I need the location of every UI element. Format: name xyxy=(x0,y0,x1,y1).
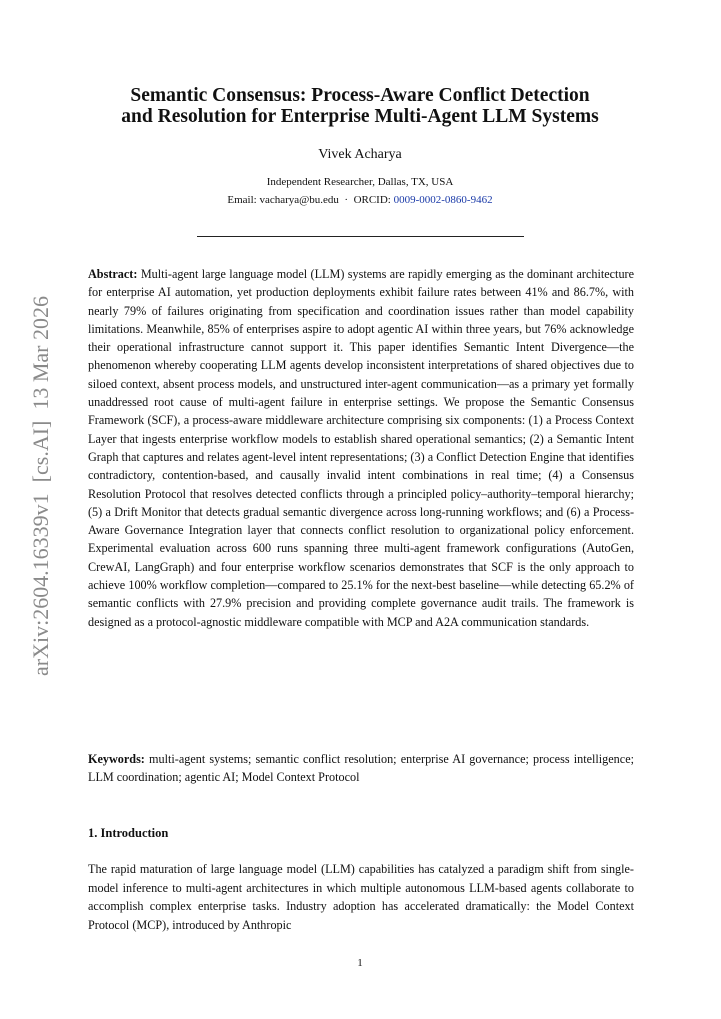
arxiv-stamp-text: arXiv:2604.16339v1 [cs.AI] 13 Mar 2026 xyxy=(28,296,53,676)
email-text: Email: vacharya@bu.edu · ORCID: xyxy=(227,194,394,206)
abstract-text: Multi-agent large language model (LLM) systems are rapidly emerging as the dominant architecture for enterprise AI automation, yet production deployments exhibit failure rates between 41% and 86.7%, with nearly 79% of failures originating from specification and coordination issues rather than model capability limitations. Meanwhile, 85% of enterprises aspire to adopt agentic AI within three years, but 76% acknowledge their operational infrastructure cannot support it. This paper identifies Semantic Intent Divergence—the phenomenon whereby cooperating LLM agents develop inconsistent interpretations of shared objectives due to siloed context, absent process models, and unstructured inter-agent communication—as a primary yet formally unaddressed root cause of multi-agent failure in enterprise settings. We propose the Semantic Consensus Framework (SCF), a process-aware middleware architecture comprising six components: (1) a Process Context Layer that ingests enterprise workflow models to establish shared operational semantics; (2) a Semantic Intent Graph that captures and relates agent-level intent representations; (3) a Conflict Detection Engine that identifies contradictory, contention-based, and causally invalid intent combinations in real time; (4) a Consensus Resolution Protocol that resolves detected conflicts through a principled policy–authority–temporal hierarchy; (5) a Drift Monitor that detects gradual semantic divergence across long-running workflows; and (6) a Process-Aware Governance Integration layer that connects conflict resolution to organizational policy enforcement. Experimental evaluation across 600 runs spanning three multi-agent framework configurations (AutoGen, CrewAI, LangGraph) and four enterprise workflow scenarios demonstrates that SCF is the only approach to achieve 100% workflow completion—compared to 25.1% for the next-best baseline—while detecting 65.2% of semantic conflicts with 27.9% precision and providing complete governance audit trails. The framework is designed as a protocol-agnostic middleware compatible with MCP and A2A communication standards. xyxy=(88,267,634,629)
affiliation: Independent Researcher, Dallas, TX, USA xyxy=(266,176,454,188)
intro-paragraph: The rapid maturation of large language model (LLM) capabilities has catalyzed a paradigm shift from single-model inference to multi-agent architectures in which multiple autonomous LLM-based agents collaborate to accomplish complex enterprise tasks. Industry adoption has accelerated dramatically: the Model Context Protocol (MCP), introduced by Anthropic xyxy=(88,862,634,932)
keywords xyxy=(88,750,634,787)
keywords-text: multi-agent systems; semantic conflict resolution; enterprise AI governance; process intelligence; LLM coordination; agentic AI; Model Context Protocol xyxy=(88,752,634,785)
section-heading: 1. Introduction xyxy=(88,826,169,840)
page-number: 1 xyxy=(357,957,363,969)
paper-title xyxy=(60,85,660,127)
title-line-2: and Resolution for Enterprise Multi-Agent LLM Systems xyxy=(121,106,599,127)
abstract-label: Abstract: xyxy=(88,267,138,281)
title-line-1: Semantic Consensus: Process-Aware Conflict Detection xyxy=(130,85,590,106)
arxiv-stamp xyxy=(8,296,60,676)
title-divider xyxy=(197,236,524,237)
abstract xyxy=(88,265,634,631)
keywords-label: Keywords: xyxy=(88,752,145,766)
orcid-link[interactable]: 0009-0002-0860-9462 xyxy=(393,194,493,206)
affiliation-block xyxy=(60,173,660,209)
contact-line xyxy=(60,191,660,209)
author-name: Vivek Acharya xyxy=(318,147,402,162)
